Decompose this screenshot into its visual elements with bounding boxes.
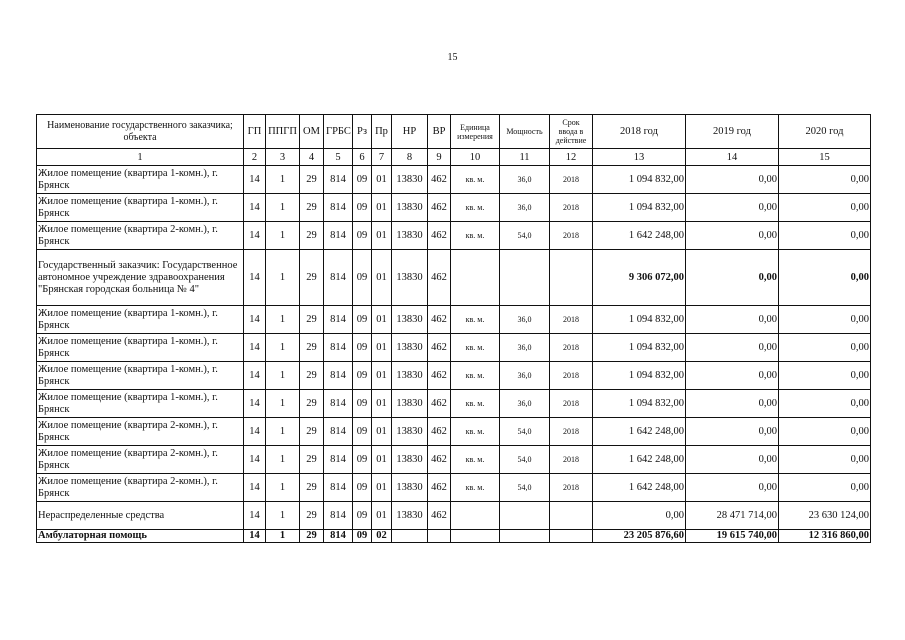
cell-commission-year: [550, 250, 593, 306]
cell-2020: 0,00: [779, 222, 871, 250]
cell-gp: 14: [244, 250, 266, 306]
cell-ppgp: 1: [266, 530, 300, 543]
cell-2019: 0,00: [686, 222, 779, 250]
header-unit: Единица измерения: [451, 115, 500, 149]
header-commission-date: Срок ввода в действие: [550, 115, 593, 149]
cell-unit: кв. м.: [451, 222, 500, 250]
cell-2018: 1 094 832,00: [593, 390, 686, 418]
column-number: 2: [244, 149, 266, 166]
cell-rz: 09: [353, 194, 372, 222]
row-name: Нераспределенные средства: [37, 502, 244, 530]
header-2020: 2020 год: [779, 115, 871, 149]
cell-commission-year: 2018: [550, 390, 593, 418]
cell-rz: 09: [353, 362, 372, 390]
cell-capacity: 54,0: [500, 418, 550, 446]
cell-gp: 14: [244, 222, 266, 250]
cell-ppgp: 1: [266, 166, 300, 194]
cell-2018: 1 642 248,00: [593, 222, 686, 250]
column-number: 4: [300, 149, 324, 166]
cell-grbs: 814: [324, 362, 353, 390]
column-number: 11: [500, 149, 550, 166]
cell-vr: 462: [428, 474, 451, 502]
cell-vr: 462: [428, 306, 451, 334]
cell-ppgp: 1: [266, 390, 300, 418]
cell-unit: [451, 502, 500, 530]
cell-nr: 13830: [392, 362, 428, 390]
cell-gp: 14: [244, 334, 266, 362]
cell-grbs: 814: [324, 306, 353, 334]
cell-nr: 13830: [392, 166, 428, 194]
cell-vr: 462: [428, 502, 451, 530]
table-row: [37, 166, 871, 194]
cell-ppgp: 1: [266, 474, 300, 502]
cell-nr: 13830: [392, 446, 428, 474]
cell-vr: 462: [428, 334, 451, 362]
table-row: [37, 390, 871, 418]
cell-ppgp: 1: [266, 250, 300, 306]
cell-nr: 13830: [392, 250, 428, 306]
cell-unit: кв. м.: [451, 390, 500, 418]
column-number: 7: [372, 149, 392, 166]
table-row: [37, 306, 871, 334]
cell-om: 29: [300, 530, 324, 543]
cell-rz: 09: [353, 250, 372, 306]
cell-vr: 462: [428, 418, 451, 446]
cell-grbs: 814: [324, 530, 353, 543]
cell-grbs: 814: [324, 390, 353, 418]
cell-2020: 0,00: [779, 446, 871, 474]
cell-grbs: 814: [324, 222, 353, 250]
cell-capacity: 54,0: [500, 222, 550, 250]
cell-2020: 0,00: [779, 194, 871, 222]
cell-unit: кв. м.: [451, 474, 500, 502]
cell-gp: 14: [244, 502, 266, 530]
cell-pr: 01: [372, 446, 392, 474]
cell-2018: 1 094 832,00: [593, 334, 686, 362]
cell-unit: кв. м.: [451, 334, 500, 362]
cell-nr: 13830: [392, 502, 428, 530]
table-row: [37, 222, 871, 250]
cell-om: 29: [300, 362, 324, 390]
cell-2018: 1 094 832,00: [593, 362, 686, 390]
cell-grbs: 814: [324, 474, 353, 502]
row-name: Жилое помещение (квартира 1-комн.), г. Брянск: [37, 334, 244, 362]
cell-2018: 1 094 832,00: [593, 194, 686, 222]
cell-2020: 0,00: [779, 166, 871, 194]
column-number: 6: [353, 149, 372, 166]
header-ppgp: ППГП: [266, 115, 300, 149]
table-row: [37, 446, 871, 474]
cell-pr: 01: [372, 222, 392, 250]
cell-rz: 09: [353, 474, 372, 502]
column-number: 1: [37, 149, 244, 166]
cell-rz: 09: [353, 334, 372, 362]
cell-ppgp: 1: [266, 502, 300, 530]
row-name: Амбулаторная помощь: [37, 530, 244, 543]
cell-2018: 9 306 072,00: [593, 250, 686, 306]
cell-commission-year: 2018: [550, 446, 593, 474]
table-row: [37, 250, 871, 306]
header-name: Наименование государственного заказчика; объекта: [37, 115, 244, 149]
cell-pr: 01: [372, 362, 392, 390]
cell-om: 29: [300, 222, 324, 250]
cell-grbs: 814: [324, 194, 353, 222]
cell-pr: 01: [372, 390, 392, 418]
cell-pr: 01: [372, 474, 392, 502]
cell-nr: [392, 530, 428, 543]
cell-2020: 0,00: [779, 390, 871, 418]
cell-2018: 0,00: [593, 502, 686, 530]
cell-gp: 14: [244, 306, 266, 334]
cell-nr: 13830: [392, 194, 428, 222]
cell-pr: 01: [372, 250, 392, 306]
cell-ppgp: 1: [266, 194, 300, 222]
cell-commission-year: 2018: [550, 474, 593, 502]
cell-pr: 01: [372, 334, 392, 362]
row-name: Жилое помещение (квартира 2-комн.), г. Брянск: [37, 446, 244, 474]
table-row: [37, 362, 871, 390]
table-row: [37, 502, 871, 530]
cell-commission-year: 2018: [550, 306, 593, 334]
row-name: Государственный заказчик: Государственное автономное учреждение здравоохранения "Брянская городская больница № 4": [37, 250, 244, 306]
cell-capacity: [500, 502, 550, 530]
cell-om: 29: [300, 418, 324, 446]
header-2018: 2018 год: [593, 115, 686, 149]
cell-2020: 0,00: [779, 334, 871, 362]
table-body: [37, 166, 871, 543]
cell-rz: 09: [353, 530, 372, 543]
column-number: 14: [686, 149, 779, 166]
cell-unit: кв. м.: [451, 362, 500, 390]
cell-gp: 14: [244, 166, 266, 194]
table-row: [37, 418, 871, 446]
column-number: 12: [550, 149, 593, 166]
cell-ppgp: 1: [266, 362, 300, 390]
cell-2019: 19 615 740,00: [686, 530, 779, 543]
cell-ppgp: 1: [266, 418, 300, 446]
cell-2019: 0,00: [686, 418, 779, 446]
cell-pr: 01: [372, 418, 392, 446]
cell-nr: 13830: [392, 334, 428, 362]
cell-unit: [451, 250, 500, 306]
cell-vr: 462: [428, 250, 451, 306]
cell-2019: 0,00: [686, 166, 779, 194]
cell-gp: 14: [244, 362, 266, 390]
cell-2019: 0,00: [686, 334, 779, 362]
row-name: Жилое помещение (квартира 1-комн.), г. Брянск: [37, 390, 244, 418]
cell-vr: 462: [428, 222, 451, 250]
cell-capacity: 54,0: [500, 474, 550, 502]
cell-om: 29: [300, 390, 324, 418]
cell-2019: 28 471 714,00: [686, 502, 779, 530]
cell-commission-year: 2018: [550, 194, 593, 222]
cell-grbs: 814: [324, 502, 353, 530]
cell-capacity: 36,0: [500, 194, 550, 222]
cell-gp: 14: [244, 474, 266, 502]
cell-2020: 0,00: [779, 306, 871, 334]
cell-pr: 01: [372, 502, 392, 530]
cell-2018: 1 642 248,00: [593, 418, 686, 446]
cell-gp: 14: [244, 418, 266, 446]
cell-commission-year: [550, 502, 593, 530]
row-name: Жилое помещение (квартира 1-комн.), г. Брянск: [37, 194, 244, 222]
cell-nr: 13830: [392, 390, 428, 418]
cell-ppgp: 1: [266, 222, 300, 250]
cell-grbs: 814: [324, 446, 353, 474]
cell-2018: 1 642 248,00: [593, 446, 686, 474]
cell-unit: кв. м.: [451, 418, 500, 446]
cell-nr: 13830: [392, 418, 428, 446]
cell-rz: 09: [353, 446, 372, 474]
cell-2020: 0,00: [779, 250, 871, 306]
cell-commission-year: 2018: [550, 418, 593, 446]
cell-pr: 01: [372, 306, 392, 334]
cell-vr: [428, 530, 451, 543]
cell-vr: 462: [428, 362, 451, 390]
header-om: ОМ: [300, 115, 324, 149]
cell-2019: 0,00: [686, 194, 779, 222]
cell-nr: 13830: [392, 306, 428, 334]
cell-gp: 14: [244, 530, 266, 543]
cell-vr: 462: [428, 446, 451, 474]
cell-unit: [451, 530, 500, 543]
column-number: 3: [266, 149, 300, 166]
cell-om: 29: [300, 166, 324, 194]
cell-grbs: 814: [324, 418, 353, 446]
column-number: 8: [392, 149, 428, 166]
cell-2020: 0,00: [779, 418, 871, 446]
cell-nr: 13830: [392, 222, 428, 250]
cell-2019: 0,00: [686, 446, 779, 474]
cell-2020: 12 316 860,00: [779, 530, 871, 543]
cell-2018: 1 094 832,00: [593, 306, 686, 334]
cell-capacity: [500, 530, 550, 543]
financing-table: [36, 114, 871, 543]
cell-rz: 09: [353, 502, 372, 530]
cell-om: 29: [300, 502, 324, 530]
header-grbs: ГРБС: [324, 115, 353, 149]
header-row: [37, 115, 871, 149]
cell-om: 29: [300, 194, 324, 222]
table-row: [37, 334, 871, 362]
table-row: [37, 474, 871, 502]
cell-vr: 462: [428, 166, 451, 194]
cell-nr: 13830: [392, 474, 428, 502]
page-number: 15: [447, 52, 458, 63]
total-row: [37, 530, 871, 543]
cell-capacity: 54,0: [500, 446, 550, 474]
row-name: Жилое помещение (квартира 2-комн.), г. Брянск: [37, 222, 244, 250]
cell-unit: кв. м.: [451, 166, 500, 194]
cell-commission-year: 2018: [550, 362, 593, 390]
cell-2019: 0,00: [686, 474, 779, 502]
cell-2020: 0,00: [779, 474, 871, 502]
cell-2018: 1 094 832,00: [593, 166, 686, 194]
cell-ppgp: 1: [266, 334, 300, 362]
row-name: Жилое помещение (квартира 1-комн.), г. Брянск: [37, 362, 244, 390]
cell-gp: 14: [244, 194, 266, 222]
cell-gp: 14: [244, 446, 266, 474]
cell-vr: 462: [428, 390, 451, 418]
cell-commission-year: 2018: [550, 334, 593, 362]
cell-om: 29: [300, 334, 324, 362]
cell-commission-year: 2018: [550, 166, 593, 194]
cell-2019: 0,00: [686, 390, 779, 418]
cell-capacity: 36,0: [500, 390, 550, 418]
header-vr: ВР: [428, 115, 451, 149]
cell-grbs: 814: [324, 250, 353, 306]
column-number: 5: [324, 149, 353, 166]
cell-om: 29: [300, 306, 324, 334]
header-gp: ГП: [244, 115, 266, 149]
row-name: Жилое помещение (квартира 1-комн.), г. Брянск: [37, 166, 244, 194]
cell-unit: кв. м.: [451, 306, 500, 334]
cell-2019: 0,00: [686, 362, 779, 390]
cell-pr: 01: [372, 166, 392, 194]
cell-capacity: [500, 250, 550, 306]
cell-om: 29: [300, 446, 324, 474]
cell-commission-year: 2018: [550, 222, 593, 250]
cell-unit: кв. м.: [451, 194, 500, 222]
cell-pr: 01: [372, 194, 392, 222]
header-2019: 2019 год: [686, 115, 779, 149]
cell-rz: 09: [353, 418, 372, 446]
column-number: 10: [451, 149, 500, 166]
cell-rz: 09: [353, 222, 372, 250]
column-number: 15: [779, 149, 871, 166]
header-pr: Пр: [372, 115, 392, 149]
row-name: Жилое помещение (квартира 2-комн.), г. Брянск: [37, 474, 244, 502]
column-number: 9: [428, 149, 451, 166]
cell-rz: 09: [353, 390, 372, 418]
cell-ppgp: 1: [266, 446, 300, 474]
row-name: Жилое помещение (квартира 1-комн.), г. Брянск: [37, 306, 244, 334]
cell-om: 29: [300, 474, 324, 502]
row-name: Жилое помещение (квартира 2-комн.), г. Брянск: [37, 418, 244, 446]
cell-ppgp: 1: [266, 306, 300, 334]
cell-2020: 0,00: [779, 362, 871, 390]
cell-2019: 0,00: [686, 306, 779, 334]
cell-capacity: 36,0: [500, 362, 550, 390]
header-capacity: Мощность: [500, 115, 550, 149]
header-nr: НР: [392, 115, 428, 149]
cell-2018: 23 205 876,60: [593, 530, 686, 543]
table-row: [37, 194, 871, 222]
cell-commission-year: [550, 530, 593, 543]
cell-capacity: 36,0: [500, 334, 550, 362]
cell-grbs: 814: [324, 334, 353, 362]
cell-capacity: 36,0: [500, 166, 550, 194]
cell-2019: 0,00: [686, 250, 779, 306]
column-number-row: [37, 149, 871, 166]
header-rz: Рз: [353, 115, 372, 149]
cell-rz: 09: [353, 166, 372, 194]
cell-unit: кв. м.: [451, 446, 500, 474]
cell-om: 29: [300, 250, 324, 306]
column-number: 13: [593, 149, 686, 166]
cell-2018: 1 642 248,00: [593, 474, 686, 502]
cell-2020: 23 630 124,00: [779, 502, 871, 530]
cell-pr: 02: [372, 530, 392, 543]
cell-capacity: 36,0: [500, 306, 550, 334]
cell-gp: 14: [244, 390, 266, 418]
cell-rz: 09: [353, 306, 372, 334]
cell-vr: 462: [428, 194, 451, 222]
cell-grbs: 814: [324, 166, 353, 194]
